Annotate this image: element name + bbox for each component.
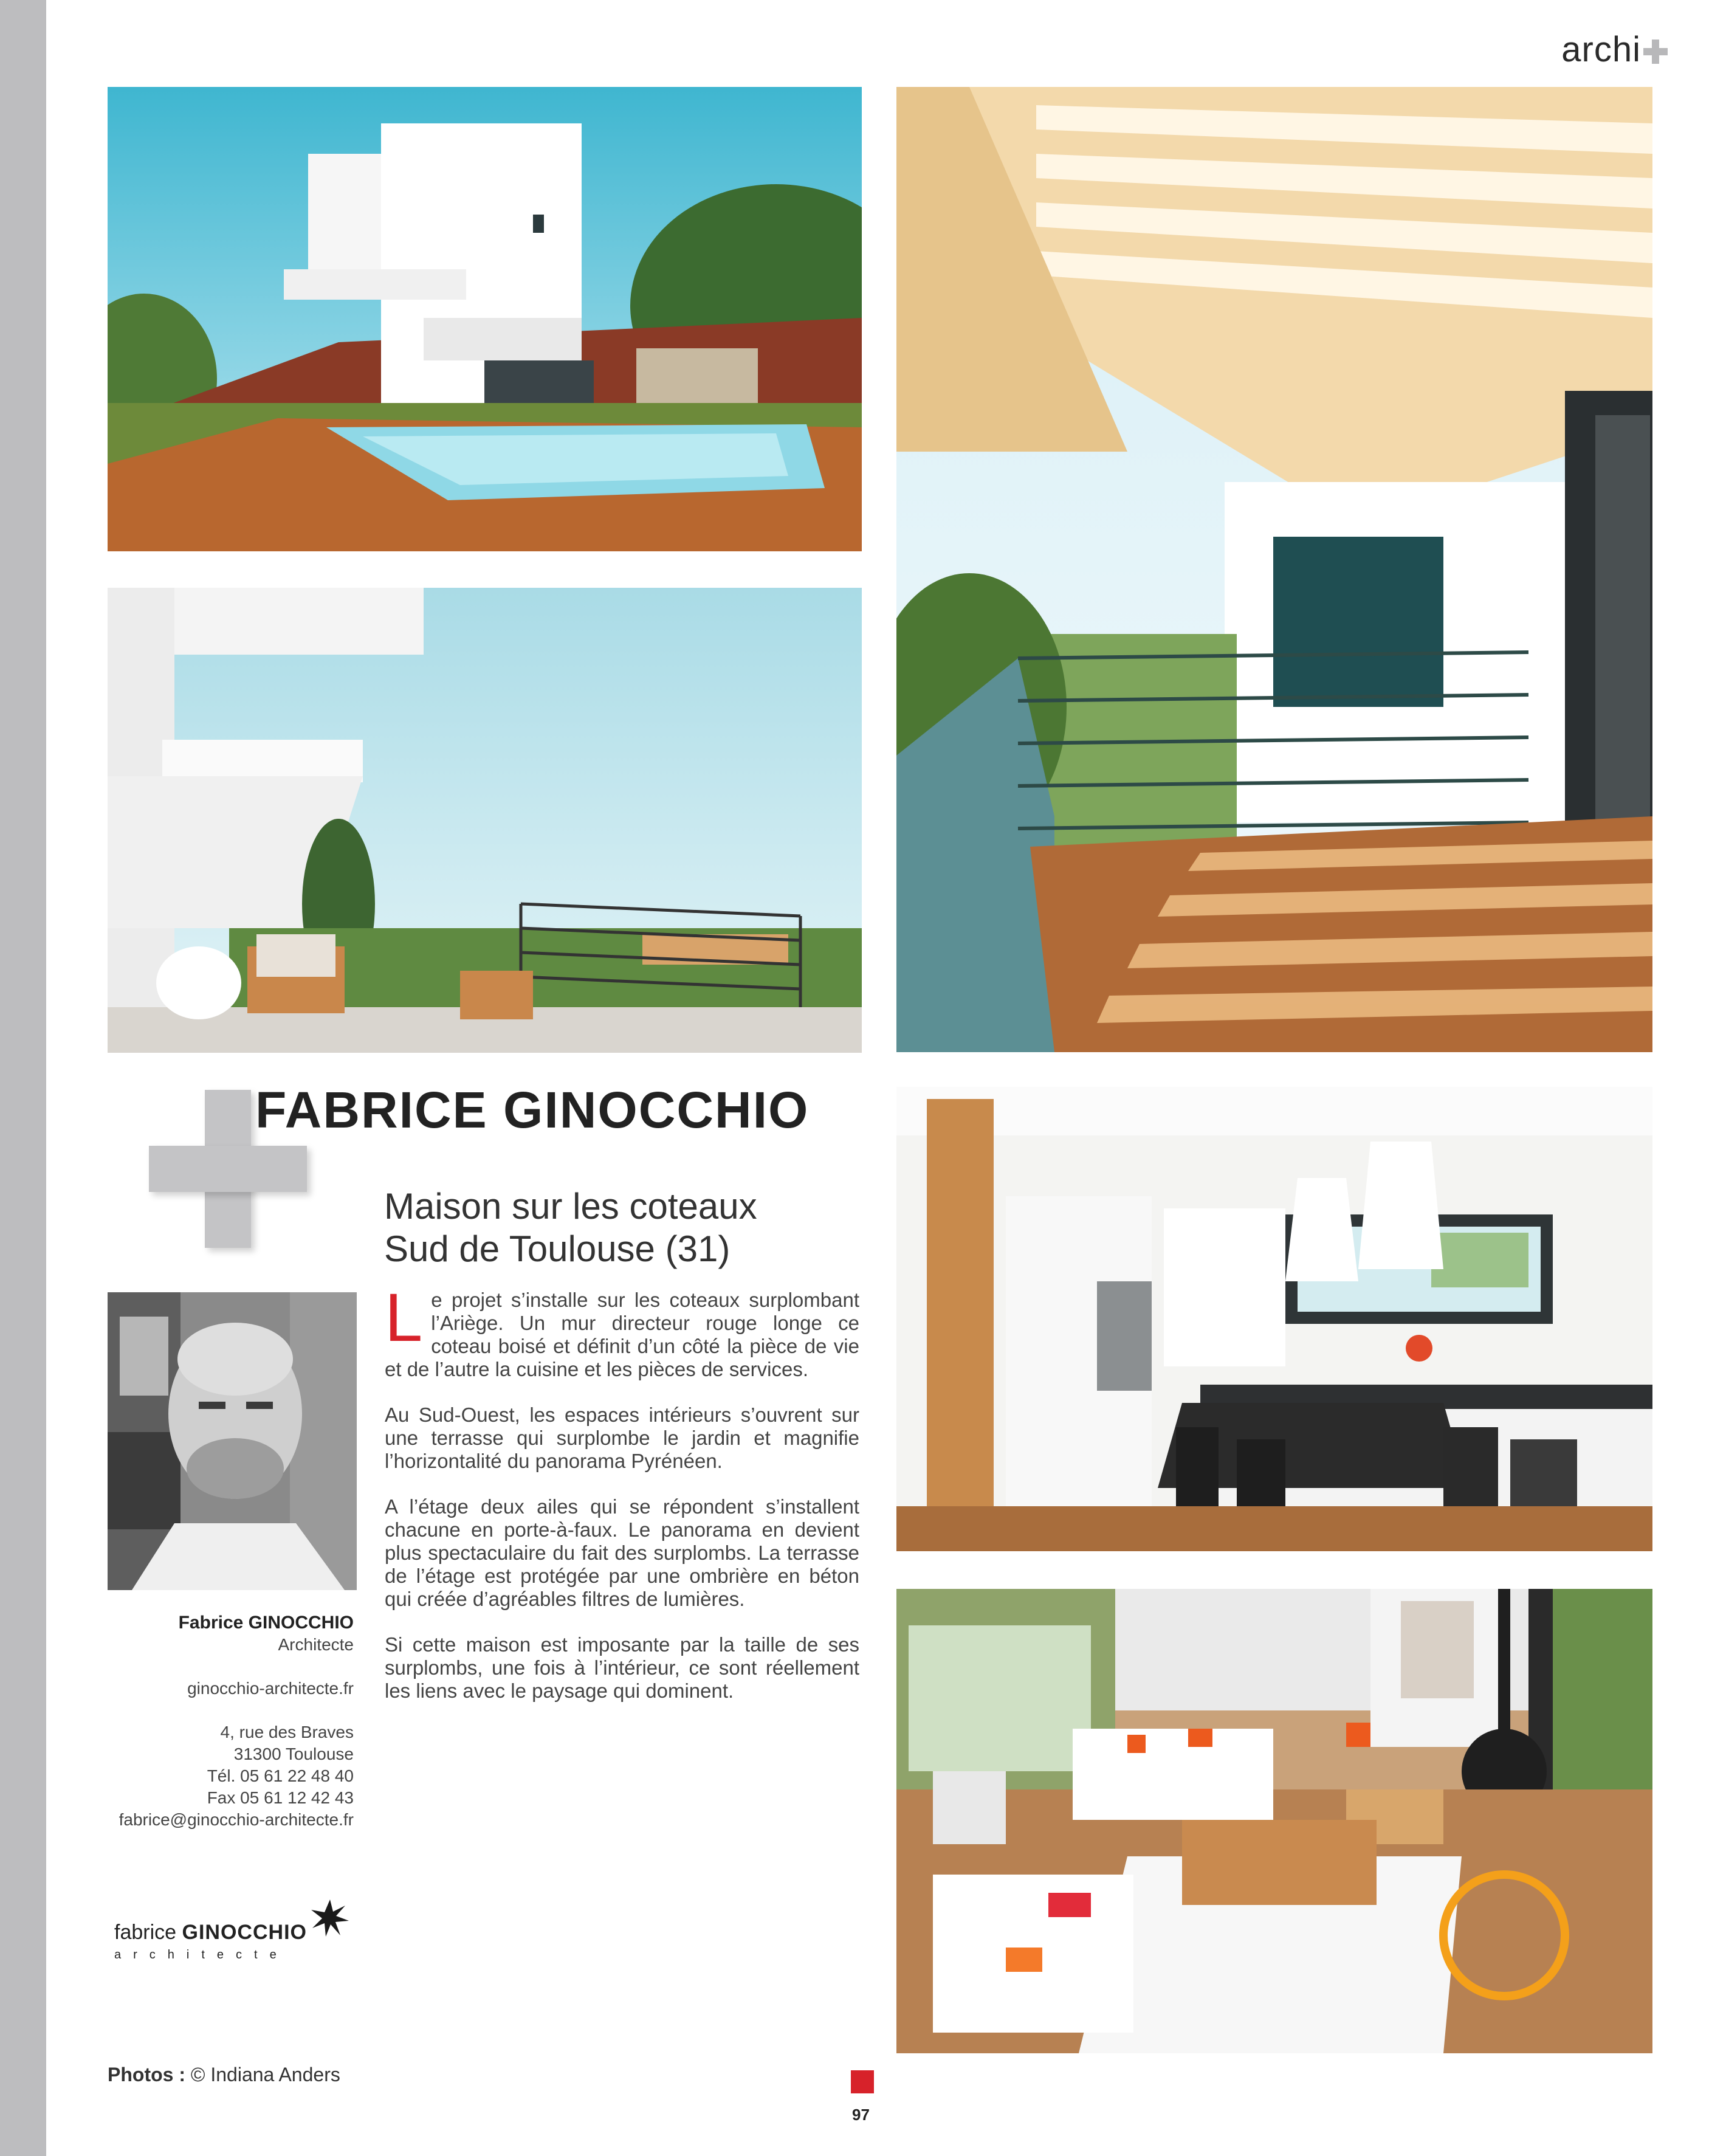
logo-name: GINOCCHIO [182, 1921, 307, 1944]
credit-label: Photos : [108, 2064, 185, 2085]
contact-website[interactable]: ginocchio-architecte.fr [187, 1679, 354, 1698]
subtitle-line: Maison sur les coteaux [384, 1186, 757, 1227]
photo-terrace-lounge [108, 588, 862, 1053]
photo-villa-pool [108, 87, 862, 551]
page-marker-square [851, 2070, 874, 2093]
logo-prefix: fabrice [114, 1921, 177, 1944]
paragraph: Si cette maison est imposante par la taille de ses surplombs, une fois à l’intérieur, ce sont réellement les liens avec le paysage qui dominent. [385, 1633, 859, 1702]
paragraph [385, 1279, 859, 1381]
article-subtitle [384, 1185, 757, 1270]
architect-portrait [108, 1292, 357, 1590]
paragraph-text: e projet s’installe sur les coteaux surplombant l’Ariège. Un mur directeur rouge longe ce coteau boisé et définit d’un côté la pièce de vie et de l’autre la cuisine et les pièces de services. [385, 1289, 859, 1380]
contact-email[interactable]: fabrice@ginocchio-architecte.fr [119, 1810, 354, 1829]
contact-fax: Fax 05 61 12 42 43 [207, 1788, 354, 1807]
contact-role: Architecte [278, 1635, 354, 1654]
photo-upper-terrace-pergola [896, 87, 1652, 1052]
page-sidebar-band [0, 0, 46, 2156]
contact-block [119, 1612, 354, 1831]
paragraph: Au Sud-Ouest, les espaces intérieurs s’ouvrent sur une terrasse qui surplombe le jardin et magnifie l’horizontalité du panorama Pyrénéen. [385, 1403, 859, 1472]
plus-icon [1643, 40, 1668, 64]
article-title: FABRICE GINOCCHIO [255, 1081, 810, 1138]
magazine-brand [1561, 29, 1668, 70]
contact-tel: Tél. 05 61 22 48 40 [207, 1766, 354, 1785]
contact-name: Fabrice GINOCCHIO [178, 1613, 354, 1633]
photo-credit [108, 2064, 340, 2086]
photo-living-room [896, 1589, 1652, 2053]
contact-street: 4, rue des Braves [220, 1723, 354, 1741]
credit-value: © Indiana Anders [190, 2064, 340, 2085]
page-number: 97 [852, 2106, 870, 2124]
article-body [385, 1279, 859, 1725]
brand-text: archi [1561, 30, 1641, 69]
logo-wordmark [114, 1921, 307, 1944]
architect-logo [114, 1921, 307, 1962]
subtitle-line: Sud de Toulouse (31) [384, 1228, 731, 1269]
photo-kitchen [896, 1087, 1652, 1551]
contact-city: 31300 Toulouse [233, 1744, 354, 1763]
logo-tag: architecte [114, 1948, 289, 1961]
drop-cap: L [385, 1279, 423, 1355]
paragraph: A l’étage deux ailes qui se répondent s’installent chacune en porte-à-faux. Le panorama en devient plus spectaculaire du fait des surplombs. La terrasse de l’étage est protégée par une ombrière en béton qui créée d’agréables filtres de lumières. [385, 1495, 859, 1610]
ink-splat-icon [309, 1896, 351, 1939]
